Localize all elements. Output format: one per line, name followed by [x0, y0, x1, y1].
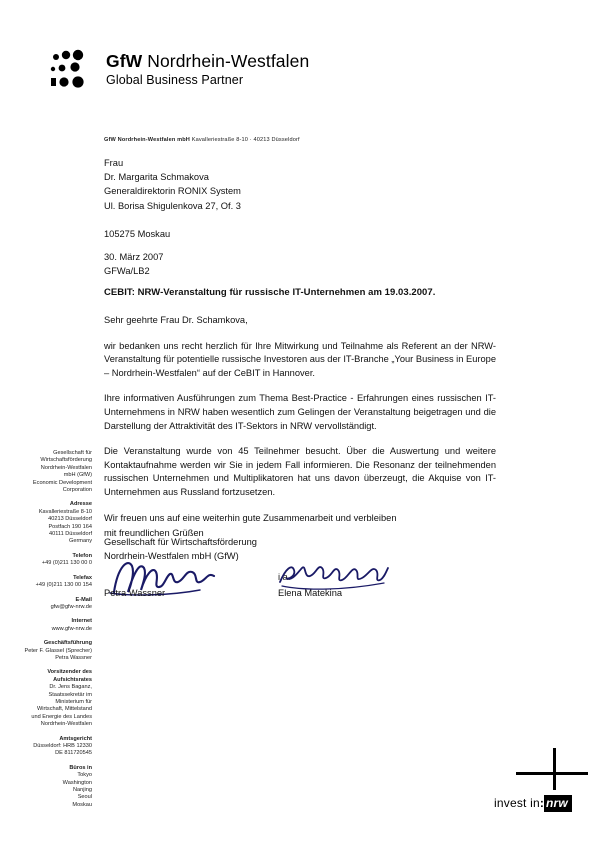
sidebar-heading: Telefon	[72, 552, 92, 559]
sidebar-heading: Vorsitzender des	[47, 669, 92, 676]
sidebar-heading: Internet	[71, 618, 92, 625]
letter-paragraph: Ihre informativen Ausführungen zum Thema Best-Practice - Erfahrungen eines russischen IT-Unternehmens in NRW haben wesentlich zum Gelingen der Veranstaltung beigetragen und die Darstellung der Attraktivität des IT-Sektors in NRW vervollständigt.	[104, 393, 496, 431]
sidebar-group-offices	[8, 765, 92, 809]
sidebar-heading: Amtsgericht	[59, 735, 92, 742]
sidebar-intro-line: Nordrhein-Westfalen	[40, 464, 92, 471]
sidebar-line: Kavalleriestraße 8-10	[38, 508, 92, 515]
sidebar-line: DE 811720545	[55, 750, 92, 757]
letter-paragraph: Die Veranstaltung wurde von 45 Teilnehmer besucht. Über die Auswertung und weitere Kontaktaufnahme werden wir Sie in jedem Fall informieren. Die Resonanz der teilnehmenden russischen Unternehmen und Multiplikatoren hat uns davon überzeugt, die Akquise von IT-Unternehmen aus Russland fortzusetzen.	[104, 446, 496, 497]
invest-in-nrw-logo	[494, 796, 572, 810]
sidebar-group-supervisory-board	[8, 669, 92, 728]
company-details-sidebar	[8, 450, 92, 809]
sidebar-line: Ministerium für	[55, 698, 92, 705]
sidebar-line: Washington	[62, 779, 92, 786]
sidebar-line: Nordrhein-Westfalen	[40, 721, 92, 728]
sidebar-heading: Telefax	[73, 574, 92, 581]
signature-company-line1: Gesellschaft für Wirtschaftsförderung	[104, 537, 257, 547]
letterhead	[50, 48, 309, 92]
sender-address-line	[104, 137, 300, 143]
signature-ia-label: i.a.	[278, 572, 291, 582]
sidebar-line: Seoul	[77, 794, 92, 801]
recipient-title: Generaldirektorin RONIX System	[104, 186, 241, 197]
sidebar-line: Staatssekretär im	[48, 691, 92, 698]
sidebar-group-fax	[8, 575, 92, 590]
sidebar-line: 40111 Düsseldorf	[48, 531, 92, 538]
invest-colon: :	[539, 796, 545, 810]
letterhead-title	[106, 52, 309, 87]
sidebar-line: Germany	[68, 538, 92, 545]
letter-closing: mit freundlichen Grüßen	[104, 528, 204, 539]
letter-subject: CEBIT: NRW-Veranstaltung für russische IT-Unternehmen am 19.03.2007.	[104, 287, 436, 298]
sidebar-intro-line: Economic Development	[32, 479, 92, 486]
signature-company-line2: Nordrhein-Westfalen mbH (GfW)	[104, 550, 239, 561]
sidebar-group-registry	[8, 736, 92, 758]
letter-paragraph: Wir freuen uns auf eine weiterhin gute Zusammenarbeit und verbleiben	[104, 512, 397, 523]
letter-date: 30. März 2007	[104, 252, 164, 262]
sidebar-line: Petra Wassner	[55, 654, 92, 661]
sidebar-intro-line: mbH (GfW)	[63, 472, 92, 479]
sidebar-heading: E-Mail	[75, 596, 92, 603]
sidebar-line: Wirtschaft, Mittelstand	[36, 706, 92, 713]
sidebar-line: Peter F. Glassel (Sprecher)	[24, 647, 92, 654]
sidebar-heading: Büros in	[69, 764, 92, 771]
sidebar-heading: Adresse	[69, 501, 92, 508]
sidebar-intro-line: Corporation	[62, 487, 92, 494]
gfw-dots-logo-icon	[50, 48, 98, 92]
recipient-salutation: Frau	[104, 158, 124, 168]
sidebar-heading-2: Aufsichtsrates	[53, 676, 92, 683]
sidebar-line: Nanjing	[73, 787, 92, 794]
nrw-badge: nrw	[544, 795, 572, 812]
letter-greeting: Sehr geehrte Frau Dr. Schamkova,	[104, 315, 248, 325]
company-region-name: Nordrhein-Westfalen	[142, 51, 310, 71]
recipient-name: Dr. Margarita Schmakova	[104, 172, 209, 183]
sidebar-intro	[8, 450, 92, 494]
recipient-street: Ul. Borisa Shigulenkova 27, Of. 3	[104, 200, 241, 211]
letter-reference: GFWa/LB2	[104, 266, 150, 277]
sidebar-line: Moskau	[72, 801, 92, 808]
sidebar-line: Tokyo	[77, 772, 92, 779]
sidebar-group-phone	[8, 553, 92, 568]
sidebar-line: und Energie des Landes	[31, 713, 92, 720]
letter-meta	[104, 250, 163, 278]
recipient-address	[104, 156, 241, 241]
invest-in-text: invest in	[494, 796, 540, 810]
sidebar-group-management	[8, 640, 92, 662]
sidebar-heading: Geschäftsführung	[43, 640, 92, 647]
sender-company: GfW Nordrhein-Westfalen mbH	[104, 137, 190, 143]
signature-name-left: Petra Wassner	[104, 588, 166, 598]
sender-street: Kavalleriestraße 8-10 · 40213 Düsseldorf	[190, 137, 300, 143]
sidebar-line: +49 (0)211 130 00 0	[41, 560, 92, 567]
recipient-city: 105275 Moskau	[104, 228, 171, 239]
company-short-name: GfW	[106, 51, 143, 71]
sidebar-email[interactable]: gfw@gfw-nrw.de	[50, 603, 92, 610]
company-tagline: Global Business Partner	[106, 73, 244, 88]
signature-name-right: Elena Matekina	[278, 588, 343, 598]
sidebar-line: Postfach 190 164	[48, 523, 92, 530]
sidebar-intro-line: Gesellschaft für	[53, 450, 92, 456]
sidebar-group-email	[8, 597, 92, 612]
sidebar-line: Düsseldorf: HRB 12330	[33, 743, 92, 749]
letter-paragraph: wir bedanken uns recht herzlich für Ihre Mitwirkung und Teilnahme als Referent an der NRW-Veranstaltung für potentielle russische Investoren aus der IT-Branche „Your Business in Europe – Nordrhein-Westfalen“ auf der CeBIT in Hannover.	[104, 340, 496, 378]
sidebar-group-address	[8, 501, 92, 545]
cross-mark-decoration	[516, 748, 588, 790]
sidebar-line: Dr. Jens Baganz,	[49, 684, 92, 691]
sidebar-line: 40213 Düsseldorf	[48, 516, 92, 523]
sidebar-website[interactable]: www.gfw-nrw.de	[51, 625, 92, 632]
letter-body	[104, 314, 496, 553]
sidebar-group-internet	[8, 618, 92, 633]
sidebar-line: +49 (0)211 130 00 154	[35, 582, 92, 589]
sidebar-intro-line: Wirtschaftsförderung	[40, 457, 92, 464]
